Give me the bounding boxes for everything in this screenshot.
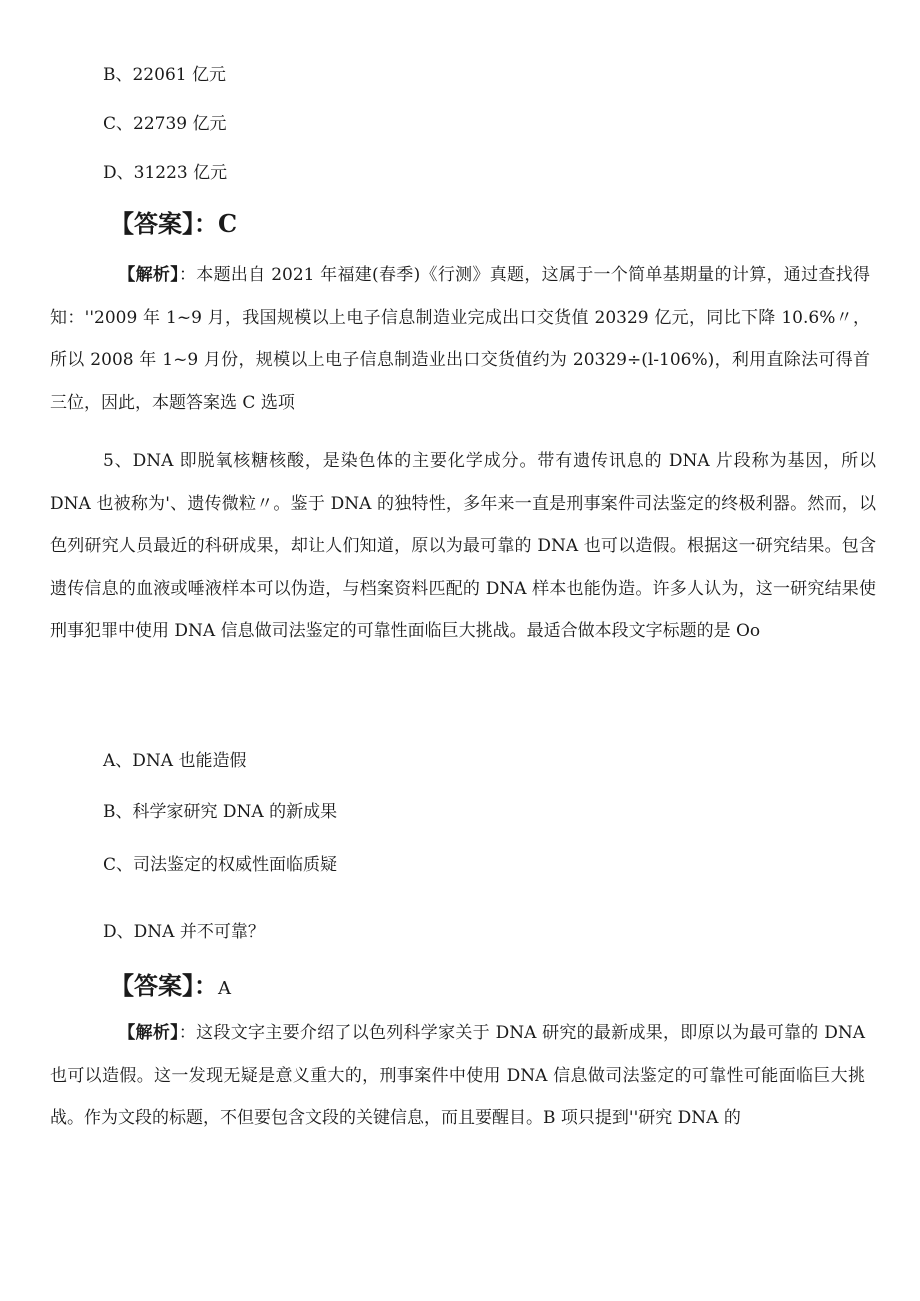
- q4-option-d: D、31223 亿元: [103, 163, 228, 183]
- q4-answer: [110, 204, 237, 239]
- q4-option-c: C、22739 亿元: [103, 114, 227, 134]
- answer-label: 【答案】: [110, 972, 194, 1000]
- answer-separator: ：: [194, 210, 218, 238]
- answer-separator: ：: [194, 972, 218, 1000]
- q5-option-a: A、DNA 也能造假: [103, 751, 247, 771]
- q5-option-b: B、科学家研究 DNA 的新成果: [103, 802, 338, 822]
- q5-stem-text: 5、DNA 即脱氧核糖核酸，是染色体的主要化学成分。带有遗传讯息的 DNA 片段称为基因，所以 DNA 也被称为'、遗传微粒〃。鉴于 DNA 的独特性，多年来一直是刑事案件司法鉴定的终极利器。然而，以色列研究人员最近的科研成果，却让人们知道，原以为最可靠的 DNA 也可以造假。根据这一研究结果。包含遗传信息的血液或唾液样本可以伪造，与档案资料匹配的 DNA 样本也能伪造。许多人认为，这一研究结果使刑事犯罪中使用 DNA 信息做司法鉴定的可靠性面临巨大挑战。最适合做本段文字标题的是 Oo: [50, 451, 876, 641]
- q5-stem: [50, 440, 876, 653]
- q5-answer: [110, 966, 231, 1001]
- analysis-label: 【解析】: [118, 265, 179, 285]
- q4-option-b: B、22061 亿元: [103, 65, 226, 85]
- analysis-text: ：这段文字主要介绍了以色列科学家关于 DNA 研究的最新成果，即原以为最可靠的 DNA 也可以造假。这一发现无疑是意义重大的，刑事案件中使用 DNA 信息做司法鉴定的可靠性可能面临巨大挑战。作为文段的标题，不但要包含文段的关键信息，而且要醒目。B 项只提到''研究 DNA 的: [50, 1023, 866, 1128]
- q4-analysis: [50, 254, 870, 424]
- analysis-text: ：本题出自 2021 年福建(春季)《行测》真题，这属于一个简单基期量的计算，通过查找得知：''2009 年 1~9 月，我国规模以上电子信息制造业完成出口交货值 20329 亿元，同比下降 10.6%〃，所以 2008 年 1~9 月份，规模以上电子信息制造业出口交货值约为 20329÷(l-106%)，利用直除法可得首三位，因此，本题答案选 C 选项: [50, 265, 870, 413]
- answer-value: C: [218, 209, 238, 238]
- q5-option-c: C、司法鉴定的权威性面临质疑: [103, 855, 338, 875]
- q5-option-d: D、DNA 并不可靠？: [103, 922, 265, 942]
- analysis-label: 【解析】: [118, 1023, 179, 1043]
- answer-label: 【答案】: [110, 210, 194, 238]
- answer-value: A: [218, 978, 231, 999]
- q5-analysis: [50, 1012, 865, 1140]
